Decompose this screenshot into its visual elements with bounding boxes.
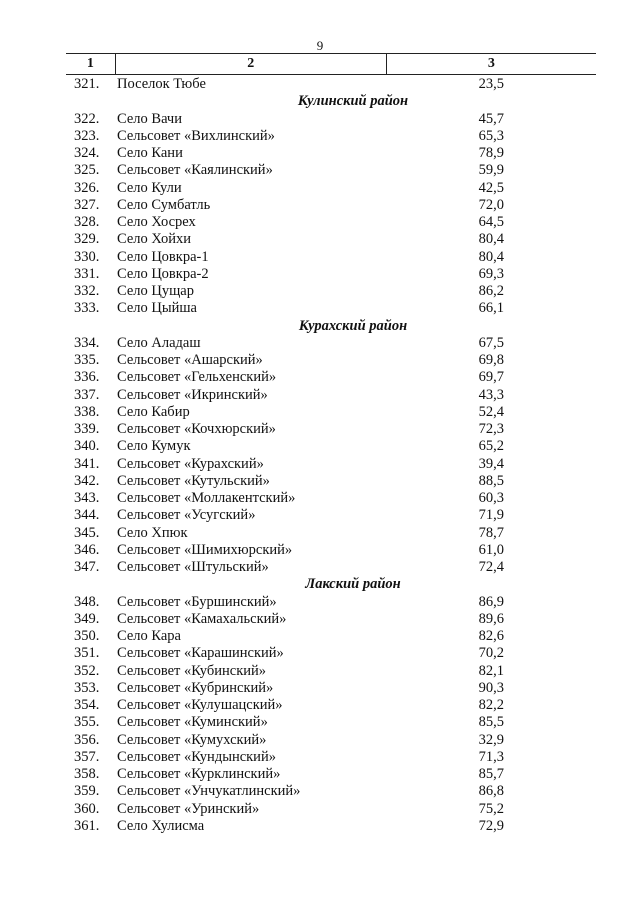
row-number: 341. — [74, 455, 100, 472]
settlement-name: Сельсовет «Каялинский» — [117, 162, 273, 179]
table-row — [66, 145, 596, 162]
row-number: 345. — [74, 524, 100, 541]
table-row — [66, 628, 596, 645]
settlement-name: Сельсовет «Кубринский» — [117, 679, 274, 696]
row-number: 340. — [74, 438, 100, 455]
settlement-name: Сельсовет «Кумухский» — [117, 731, 267, 748]
settlement-name: Сельсовет «Гельхенский» — [117, 369, 277, 386]
table-row — [66, 645, 596, 662]
row-value: 80,4 — [478, 231, 504, 248]
row-number: 355. — [74, 714, 100, 731]
row-value: 45,7 — [478, 110, 504, 127]
table-body — [66, 76, 596, 835]
row-value: 61,0 — [478, 541, 504, 558]
row-value: 23,5 — [478, 76, 504, 92]
settlement-name: Сельсовет «Икринский» — [117, 386, 268, 403]
row-value: 69,7 — [478, 369, 504, 386]
row-value: 72,9 — [478, 817, 504, 834]
row-value: 69,8 — [478, 352, 504, 368]
row-number: 348. — [74, 593, 100, 610]
row-value: 78,9 — [478, 145, 504, 161]
row-value: 71,9 — [478, 507, 504, 524]
row-value: 88,5 — [478, 472, 504, 489]
settlement-name: Сельсовет «Курклинский» — [117, 766, 281, 782]
column-header-2: 2 — [115, 54, 386, 74]
settlement-name: Село Цовкра-1 — [117, 248, 209, 265]
settlement-name: Сельсовет «Штульский» — [117, 559, 269, 575]
row-number: 333. — [74, 300, 100, 317]
table-row — [66, 818, 596, 835]
table-row — [66, 438, 596, 455]
row-value: 59,9 — [478, 162, 504, 179]
settlement-name: Село Вачи — [117, 110, 182, 127]
row-value: 60,3 — [478, 490, 504, 506]
table-row — [66, 180, 596, 197]
row-value: 42,5 — [478, 179, 504, 196]
table-row — [66, 732, 596, 749]
table-row — [66, 507, 596, 524]
row-number: 337. — [74, 386, 100, 403]
row-number: 352. — [74, 662, 100, 679]
table-row — [66, 266, 596, 283]
settlement-name: Село Кара — [117, 628, 181, 644]
table-row — [66, 456, 596, 473]
row-number: 342. — [74, 472, 100, 489]
row-number: 361. — [74, 817, 100, 834]
table-row — [66, 128, 596, 145]
row-number: 344. — [74, 507, 100, 524]
row-number: 351. — [74, 645, 100, 662]
settlement-name: Сельсовет «Усугский» — [117, 507, 256, 524]
settlement-name: Сельсовет «Моллакентский» — [117, 490, 296, 506]
settlement-name: Сельсовет «Ашарский» — [117, 352, 263, 368]
row-value: 67,5 — [478, 334, 504, 351]
row-number: 346. — [74, 541, 100, 558]
row-number: 322. — [74, 110, 100, 127]
row-number: 335. — [74, 352, 100, 368]
table-row — [66, 749, 596, 766]
table-row — [66, 801, 596, 818]
row-number: 358. — [74, 766, 100, 782]
row-value: 82,6 — [478, 628, 504, 644]
row-number: 321. — [74, 76, 100, 92]
settlement-name: Село Кули — [117, 179, 182, 196]
column-header-1: 1 — [86, 56, 94, 71]
table-row — [66, 525, 596, 542]
table-row — [66, 404, 596, 421]
settlement-name: Сельсовет «Унчукатлинский» — [117, 783, 301, 800]
page-number: 9 — [316, 38, 324, 53]
row-value: 86,2 — [478, 283, 504, 299]
table-row — [66, 214, 596, 231]
row-number: 347. — [74, 559, 100, 575]
table-row — [66, 611, 596, 628]
table-row — [66, 473, 596, 490]
region-heading — [66, 576, 596, 593]
row-number: 331. — [74, 265, 100, 282]
row-value: 75,2 — [478, 800, 504, 817]
settlement-name: Сельсовет «Кулушацский» — [117, 697, 283, 713]
table-row — [66, 490, 596, 507]
row-number: 339. — [74, 421, 100, 437]
table-row — [66, 249, 596, 266]
settlement-name: Сельсовет «Шимихюрский» — [117, 541, 293, 558]
settlement-name: Село Хосрех — [117, 214, 196, 230]
row-value: 65,2 — [478, 438, 504, 455]
table-row — [66, 542, 596, 559]
settlement-name: Село Хулисма — [117, 817, 205, 834]
settlement-name: Сельсовет «Кочхюрский» — [117, 421, 276, 437]
row-value: 71,3 — [478, 748, 504, 765]
table-row — [66, 352, 596, 369]
table-row — [66, 369, 596, 386]
row-number: 360. — [74, 800, 100, 817]
settlement-name: Поселок Тюбе — [117, 76, 206, 92]
row-number: 343. — [74, 490, 100, 506]
row-value: 86,9 — [478, 593, 504, 610]
row-number: 330. — [74, 248, 100, 265]
table-row — [66, 783, 596, 800]
region-name: Кулинский район — [297, 93, 409, 110]
table-row — [66, 766, 596, 783]
settlement-name: Сельсовет «Кундынский» — [117, 748, 276, 765]
row-value: 43,3 — [478, 386, 504, 403]
table-row — [66, 231, 596, 248]
settlement-name: Сельсовет «Кутульский» — [117, 472, 270, 489]
settlement-name: Село Кабир — [117, 403, 190, 420]
settlement-name: Сельсовет «Курахский» — [117, 455, 264, 472]
row-number: 323. — [74, 127, 100, 144]
row-value: 32,9 — [478, 731, 504, 748]
table-row — [66, 283, 596, 300]
table-header — [66, 53, 596, 75]
row-value: 78,7 — [478, 524, 504, 541]
table-row — [66, 111, 596, 128]
row-number: 359. — [74, 783, 100, 800]
row-value: 86,8 — [478, 783, 504, 800]
table-row — [66, 387, 596, 404]
row-number: 354. — [74, 697, 100, 713]
table-row — [66, 76, 596, 93]
region-heading — [66, 93, 596, 110]
table-row — [66, 559, 596, 576]
table-row — [66, 421, 596, 438]
settlement-name: Село Цущар — [117, 283, 194, 299]
settlement-name: Сельсовет «Кубинский» — [117, 662, 267, 679]
table-row — [66, 663, 596, 680]
row-number: 332. — [74, 283, 100, 299]
row-value: 72,4 — [478, 559, 504, 575]
row-number: 349. — [74, 610, 100, 627]
column-header-3: 3 — [386, 54, 596, 74]
settlement-name: Село Аладаш — [117, 334, 201, 351]
row-value: 85,5 — [478, 714, 504, 731]
row-value: 72,3 — [478, 421, 504, 437]
settlement-name: Сельсовет «Карашинский» — [117, 645, 284, 662]
row-value: 52,4 — [478, 403, 504, 420]
settlement-name: Село Сумбатль — [117, 196, 211, 213]
region-heading — [66, 318, 596, 335]
row-number: 324. — [74, 145, 100, 161]
row-value: 64,5 — [478, 214, 504, 230]
row-number: 350. — [74, 628, 100, 644]
row-number: 328. — [74, 214, 100, 230]
table-row — [66, 697, 596, 714]
region-name: Курахский район — [298, 317, 408, 334]
row-value: 90,3 — [478, 679, 504, 696]
row-number: 336. — [74, 369, 100, 386]
row-number: 338. — [74, 403, 100, 420]
row-value: 89,6 — [478, 610, 504, 627]
settlement-name: Село Кани — [117, 145, 183, 161]
row-number: 357. — [74, 748, 100, 765]
row-value: 39,4 — [478, 455, 504, 472]
row-value: 70,2 — [478, 645, 504, 662]
row-number: 356. — [74, 731, 100, 748]
settlement-name: Сельсовет «Камахальский» — [117, 610, 287, 627]
table-row — [66, 300, 596, 317]
settlement-name: Село Хпюк — [117, 524, 188, 541]
row-value: 82,2 — [478, 697, 504, 713]
table-row — [66, 714, 596, 731]
table-row — [66, 197, 596, 214]
row-value: 80,4 — [478, 248, 504, 265]
row-number: 327. — [74, 196, 100, 213]
row-number: 353. — [74, 679, 100, 696]
row-value: 72,0 — [478, 196, 504, 213]
settlement-name: Село Цовкра-2 — [117, 265, 209, 282]
row-value: 85,7 — [478, 766, 504, 782]
table-row — [66, 162, 596, 179]
table-row — [66, 680, 596, 697]
settlement-name: Село Цыйша — [117, 300, 197, 317]
row-value: 65,3 — [478, 127, 504, 144]
row-value: 82,1 — [478, 662, 504, 679]
row-number: 326. — [74, 179, 100, 196]
table-row — [66, 594, 596, 611]
settlement-name: Село Кумук — [117, 438, 191, 455]
row-number: 329. — [74, 231, 100, 248]
settlement-name: Сельсовет «Куминский» — [117, 714, 268, 731]
row-value: 66,1 — [478, 300, 504, 317]
settlement-name: Сельсовет «Уринский» — [117, 800, 260, 817]
settlement-name: Село Хойхи — [117, 231, 191, 248]
row-number: 325. — [74, 162, 100, 179]
table-row — [66, 335, 596, 352]
settlement-name: Сельсовет «Буршинский» — [117, 593, 277, 610]
row-number: 334. — [74, 334, 100, 351]
row-value: 69,3 — [478, 265, 504, 282]
region-name: Лакский район — [305, 576, 401, 593]
settlement-name: Сельсовет «Вихлинский» — [117, 127, 275, 144]
